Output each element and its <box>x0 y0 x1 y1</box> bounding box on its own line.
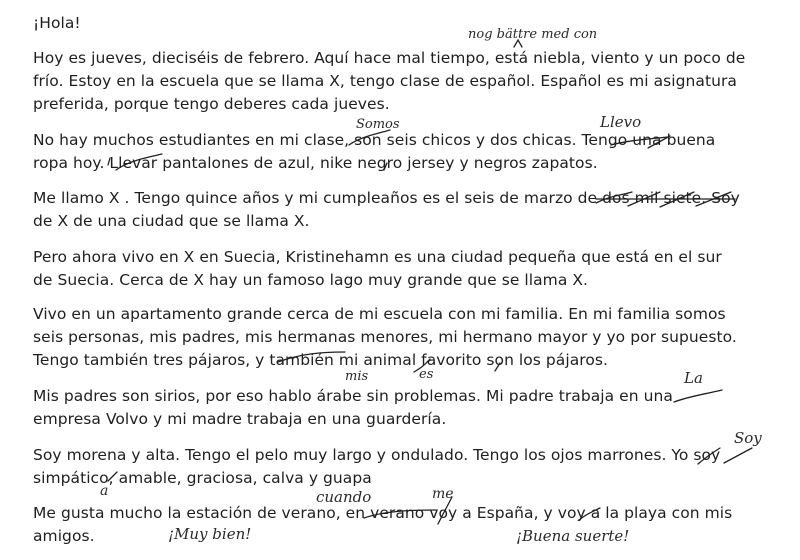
text-line: No hay muchos estudiantes en mi clase, son seis chicos y dos chicas. Tengo una buena <box>33 131 716 149</box>
text-line: Hoy es jueves, dieciséis de febrero. Aquí hace mal tiempo, está niebla, viento y un poco de <box>33 49 746 67</box>
handwritten-correction-a: a <box>100 483 109 499</box>
handwritten-comment-buena-suerte: ¡Buena suerte! <box>516 527 630 545</box>
handwritten-correction-soy: Soy <box>734 429 762 447</box>
text-line: frío. Estoy en la escuela que se llama X, tengo clase de español. Español es mi asignatura <box>33 72 737 90</box>
handwritten-correction-cuando: cuando <box>316 488 372 506</box>
strike-una-2-mark <box>674 390 722 402</box>
text-line: Me llamo X . Tengo quince años y mi cumpleaños es el seis de marzo de dos mil siete. Soy <box>33 189 740 207</box>
text-line: simpático, amable, graciosa, calva y guapa <box>33 469 372 487</box>
text-line: preferida, porque tengo deberes cada jueves. <box>33 95 390 113</box>
text-line: seis personas, mis padres, mis hermanas menores, mi hermano mayor y yo por supuesto. <box>33 328 737 346</box>
strike-soy-mark <box>724 448 752 463</box>
text-line: Vivo en un apartamento grande cerca de mi escuela con mi familia. En mi familia somos <box>33 305 726 323</box>
text-line: empresa Volvo y mi madre trabaja en una guardería. <box>33 410 447 428</box>
text-line: Soy morena y alta. Tengo el pelo muy largo y ondulado. Tengo los ojos marrones. Yo soy <box>33 446 721 464</box>
handwritten-correction-somos: Somos <box>356 117 400 132</box>
handwritten-correction-llevo: Llevo <box>600 113 642 131</box>
text-line: de X de una ciudad que se llama X. <box>33 212 310 230</box>
text-line: Pero ahora vivo en X en Suecia, Kristinehamn es una ciudad pequeña que está en el sur <box>33 248 722 266</box>
handwritten-correction-mis: mis <box>345 369 369 384</box>
handwritten-correction-la: La <box>684 369 703 387</box>
handwritten-comment-muy-bien: ¡Muy bien! <box>168 525 252 543</box>
text-line: Mis padres son sirios, por eso hablo árabe sin problemas. Mi padre trabaja en una <box>33 387 673 405</box>
text-line: Me gusta mucho la estación de verano, en verano voy a España, y voy a la playa con mis <box>33 504 733 522</box>
handwritten-correction-es: es <box>419 367 434 382</box>
text-line: Tengo también tres pájaros, y también mi animal favorito son los pájaros. <box>33 351 608 369</box>
text-line: de Suecia. Cerca de X hay un famoso lago muy grande que se llama X. <box>33 271 588 289</box>
handwritten-note-niebla: nog bättre med con <box>468 27 598 42</box>
text-line: ropa hoy. Llevar pantalones de azul, nike negro jersey y negros zapatos. <box>33 154 598 172</box>
handwritten-correction-me: me <box>432 486 454 502</box>
text-line: amigos. <box>33 527 95 545</box>
text-line: ¡Hola! <box>33 14 81 32</box>
